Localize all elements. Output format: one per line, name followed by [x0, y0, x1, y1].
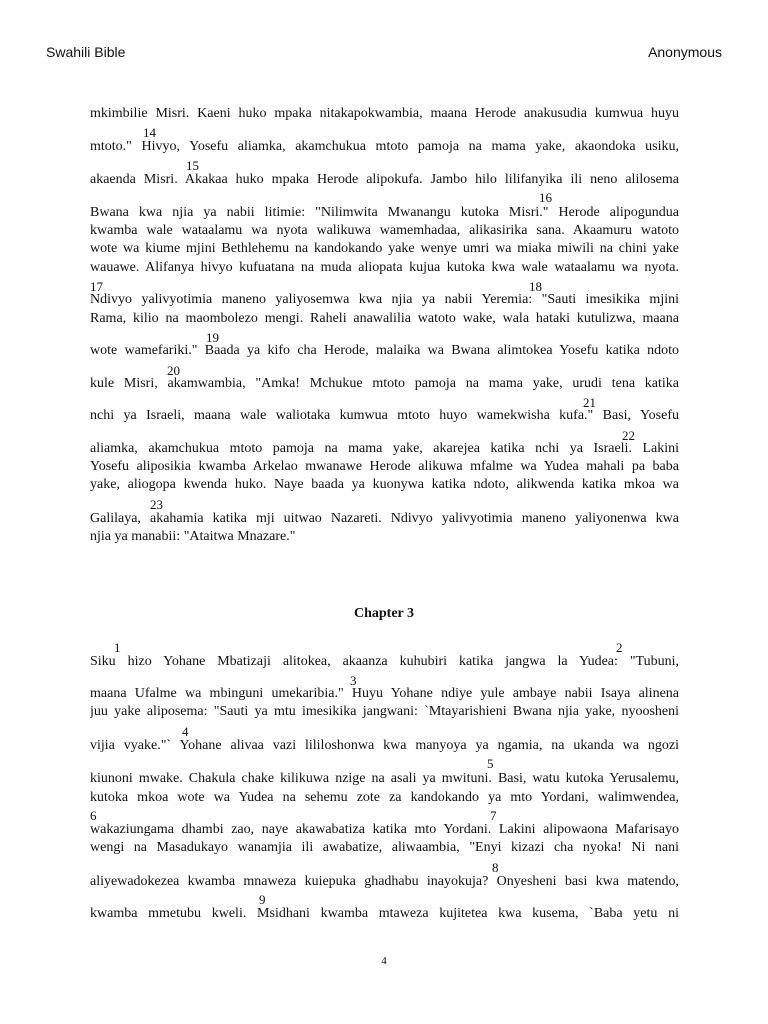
text-line: wakaziungama dhambi zao, naye akawabatiza katika mto Yordani. Lakini alipowaona Mafarisayo [90, 822, 679, 837]
verse-number: 1 [114, 640, 121, 655]
text-line: Rama, kilio na maombolezo mengi. Raheli anawalilia watoto wake, wala hataki kutulizwa, maana [90, 311, 679, 326]
text-line: njia ya manabii: "Ataitwa Mnazare." [90, 529, 296, 544]
text-line: vijia vyake."` Yohane alivaa vazi lililoshonwa kwa manyoya ya ngamia, na ukanda wa ngozi [90, 738, 679, 753]
text-line: kwamba mmetubu kweli. Msidhani kwamba mtaweza kujitetea kwa kusema, `Baba yetu ni [90, 906, 679, 921]
text-line: juu yake aliposema: "Sauti ya mtu imesikika jangwani: `Mtayarishieni Bwana njia yake, nyoosheni [90, 704, 679, 719]
verse-number: 21 [583, 395, 596, 410]
text-line: kutoka mkoa wote wa Yudea na sehemu zote za kandokando ya mto Yordani, walimwendea, [90, 790, 679, 805]
text-line: Ndivyo yalivyotimia maneno yaliyosemwa kwa njia ya nabii Yeremia: "Sauti imesikika mjini [90, 292, 679, 307]
text-line: aliyewadokezea kwamba mnaweza kuiepuka ghadhabu inayokuja? Onyesheni basi kwa matendo, [90, 874, 679, 889]
verse-number: 20 [167, 363, 180, 378]
verse-number: 3 [350, 673, 357, 688]
verse-number: 16 [539, 190, 552, 205]
verse-number: 17 [90, 279, 103, 294]
text-line: kule Misri, akamwambia, "Amka! Mchukue mtoto pamoja na mama yake, urudi tena katika [90, 376, 679, 391]
verse-number: 14 [143, 125, 156, 140]
verse-number: 23 [150, 497, 163, 512]
author-name: Anonymous [648, 44, 722, 60]
text-line: Galilaya, akahamia katika mji uitwao Nazareti. Ndivyo yalivyotimia maneno yaliyonenwa kwa [90, 511, 679, 526]
text-line: Bwana kwa njia ya nabii litimie: "Nilimwita Mwanangu kutoka Misri." Herode alipogundua [90, 205, 679, 220]
verse-number: 22 [622, 428, 635, 443]
verse-number: 9 [259, 892, 266, 907]
text-line: mkimbilie Misri. Kaeni huko mpaka nitakapokwambia, maana Herode anakusudia kumwua huyu [90, 106, 679, 121]
text-line: maana Ufalme wa mbinguni umekaribia." Huyu Yohane ndiye yule ambaye nabii Isaya alinena [90, 686, 679, 701]
text-line: yake, aliogopa kwenda huko. Naye baada ya kuonywa katika ndoto, alikwenda katika mkoa wa [90, 477, 679, 492]
chapter-title: Chapter 3 [353, 606, 415, 621]
text-line: kwamba wale wataalamu wa nyota walikuwa wamemhadaa, alikasirika sana. Akaamuru watoto [90, 223, 679, 238]
text-line: akaenda Misri. Akakaa huko mpaka Herode alipokufa. Jambo hilo lilifanyika ili neno alilosema [90, 172, 679, 187]
book-title: Swahili Bible [46, 44, 126, 60]
verse-number: 2 [616, 640, 623, 655]
verse-number: 15 [186, 158, 199, 173]
text-line: Siku hizo Yohane Mbatizaji alitokea, akaanza kuhubiri katika jangwa la Yudea: "Tubuni, [90, 654, 679, 669]
text-line: mtoto." Hivyo, Yosefu aliamka, akamchukua mtoto pamoja na mama yake, akaondoka usiku, [90, 139, 679, 154]
text-line: wote wamefariki." Baada ya kifo cha Herode, malaika wa Bwana alimtokea Yosefu katika ndoto [90, 343, 679, 358]
page-number: 4 [381, 955, 387, 967]
text-line: kiunoni mwake. Chakula chake kilikuwa nzige na asali ya mwituni. Basi, watu kutoka Yerusalemu, [90, 771, 679, 786]
verse-number: 8 [492, 860, 499, 875]
verse-number: 4 [182, 724, 189, 739]
page-header [46, 44, 722, 64]
verse-number: 5 [487, 756, 494, 771]
verse-number: 6 [90, 808, 97, 823]
text-line: nchi ya Israeli, maana wale waliotaka kumwua mtoto huyo wamekwisha kufa." Basi, Yosefu [90, 408, 679, 423]
verse-number: 19 [206, 330, 219, 345]
text-line: wengi na Masadukayo wanamjia ili awabatize, aliwaambia, "Enyi kizazi cha nyoka! Ni nani [90, 840, 679, 855]
verse-number: 18 [529, 279, 542, 294]
text-line: wote wa kiume mjini Bethlehemu na kandokando yake wenye umri wa miaka miwili na chini yake [90, 241, 679, 256]
text-line: aliamka, akamchukua mtoto pamoja na mama yake, akarejea katika nchi ya Israeli. Lakini [90, 441, 679, 456]
verse-number: 7 [490, 808, 497, 823]
text-line: Yosefu aliposikia kwamba Arkelao mwanawe Herode alikuwa mfalme wa Yudea mahali pa baba [90, 459, 679, 474]
text-line: wauawe. Alifanya hivyo kufuatana na muda aliopata kujua kutoka kwa wale wataalamu wa nyota. [90, 260, 679, 275]
